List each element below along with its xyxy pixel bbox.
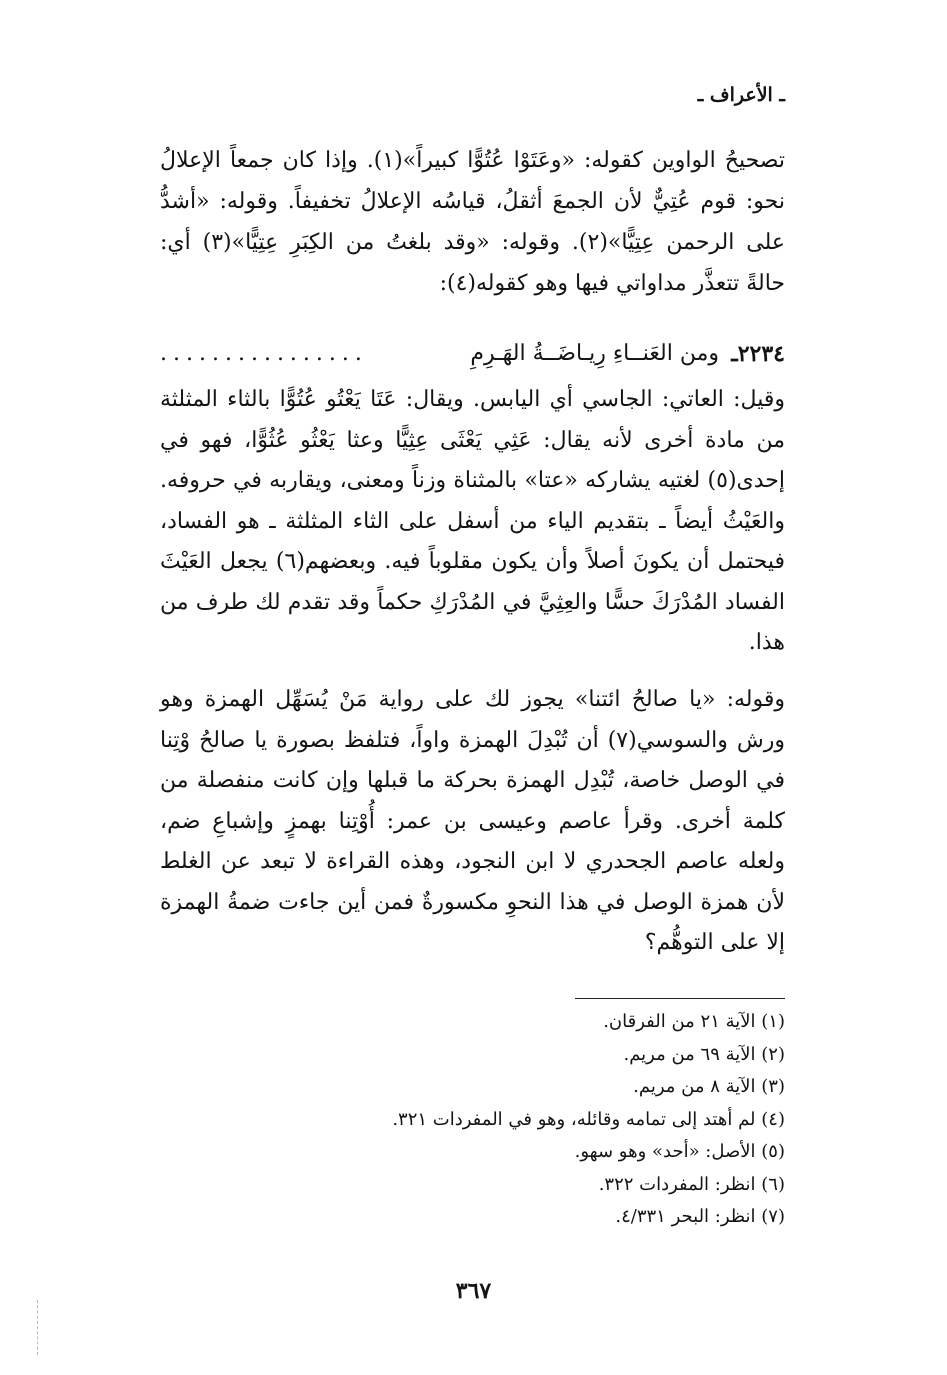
verse-number: ٢٢٣٤ـ	[731, 341, 785, 367]
verse-ellipsis: ................	[160, 341, 368, 366]
footnote: (٤) لم أهتد إلى تمامه وقائله، وهو في المفردات ٣٢١.	[392, 1108, 785, 1130]
footnote: (٢) الآية ٦٩ من مريم.	[623, 1043, 785, 1065]
footnote: (٧) انظر: البحر ٤/٣٣١.	[615, 1206, 785, 1227]
verse-second-hemistich: ومن العَنــاءِ رِيـاضَــةُ الهَـرِمِ	[470, 341, 719, 366]
footnote: (٥) الأصل: «أحد» وهو سهو.	[574, 1141, 785, 1162]
footnotes-list	[160, 1006, 785, 1234]
reading-paragraph: وقوله: «يا صالحُ ائتنا» يجوز لك على رواية مَنْ يُسَهِّل الهمزة وهو ورش والسوسي(٧) أن تُبْدِلَ الهمزة واواً، فتلفظ بصورة يا صالحُ وْتِنا في الوصل خاصة، تُبْدِل الهمزة بحركة ما قبلها وإن كانت منفصلة من كلمة أخرى. وقرأ عاصم وعيسى بن عمر: أُوْتِنا بهمزٍ وإشباعِ ضم، ولعله عاصم الجحدري لا ابن النجود، وهذه القراءة لا تبعد عن الغلط لأن همزة الوصل في هذا النحوِ مكسورةٌ فمن أين جاءت ضمةُ الهمزة إلا على التوهُّم؟	[160, 687, 785, 955]
running-header: ـ الأعراف ـ	[697, 84, 785, 106]
opening-paragraph	[160, 140, 785, 304]
margin-marks	[37, 1300, 40, 1355]
poetry-verse	[160, 332, 785, 376]
footnote: (٦) انظر: المفردات ٣٢٢.	[598, 1173, 785, 1195]
footnote: (٣) الآية ٨ من مريم.	[633, 1076, 785, 1097]
page-number: ٣٦٧	[455, 1278, 492, 1304]
footnote-divider	[575, 998, 785, 999]
paragraph-text: تصحيحُ الواوين كقوله: «وعَتَوْا عُتُوًّا كبيراً»(١). وإذا كان جمعاً الإعلالُ نحو: قوم عُتِيٌّ لأن الجمعَ أثقلُ، قياسُه الإعلالُ تخفيفاً. وقوله: «أشدُّ على الرحمن عِتِيًّا»(٢). وقوله: «وقد بلغتُ من الكِبَرِ عِتِيًّا»(٣) أي: حالةً تتعذَّر مداواتي فيها وهو كقوله(٤):	[160, 148, 785, 296]
footnote: (١) الآية ٢١ من الفرقان.	[603, 1011, 785, 1032]
commentary-paragraph: وقيل: العاتي: الجاسي أي اليابس. ويقال: عَتَا يَعْتُو عُتُوًّا بالثاء المثلثة من مادة أخرى لأنه يقال: عَثِي يَعْثَى عِثِيًّا وعثا يَعْثُو عُثُوًّا، فهو في إحدى(٥) لغتيه يشاركه «عتا» بالمثناة وزناً ومعنى، ويقاربه في حروفه. والعَيْثُ أيضاً ـ بتقديم الياء من أسفل على الثاء المثلثة ـ هو الفساد، فيحتمل أن يكونَ أصلاً وأن يكون مقلوباً فيه. وبعضهم(٦) يجعل العَيْثَ الفساد المُدْرَكَ حسًّا والعِثِيَّ في المُدْرَكِ حكماً وقد تقدم لك طرف من هذا.	[160, 387, 785, 655]
